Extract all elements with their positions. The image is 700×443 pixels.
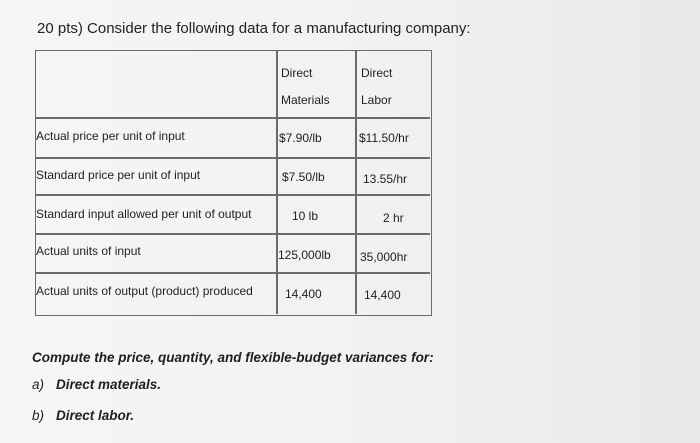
table-row-divider-1 xyxy=(36,157,430,159)
header-labor-line2: Labor xyxy=(361,93,392,107)
cell-labor-actual-units-input: 35,000hr xyxy=(360,250,408,264)
part-a xyxy=(32,377,161,392)
row-label-standard-price: Standard price per unit of input xyxy=(36,168,201,182)
cell-materials-standard-price: $7.50/lb xyxy=(282,170,325,184)
question-text: Compute the price, quantity, and flexible-budget variances for: xyxy=(32,350,434,365)
cell-materials-actual-price: $7.90/lb xyxy=(279,131,322,145)
header-materials-line1: Direct xyxy=(281,66,313,80)
cell-labor-standard-price: 13.55/hr xyxy=(363,172,408,186)
table-row-divider-header xyxy=(36,117,430,119)
cell-labor-actual-units-output: 14,400 xyxy=(364,288,401,302)
part-a-text: Direct materials. xyxy=(56,377,162,392)
header-labor-line1: Direct xyxy=(361,66,393,80)
problem-heading: 20 pts) Consider the following data for a manufacturing company: xyxy=(37,20,471,37)
table-row-divider-4 xyxy=(36,272,430,274)
part-a-label: a) xyxy=(32,377,45,392)
table-row-divider-3 xyxy=(36,233,430,235)
row-label-actual-units-input: Actual units of input xyxy=(36,244,141,258)
part-b-label: b) xyxy=(32,408,45,423)
table-column-divider-1 xyxy=(276,51,278,314)
row-label-actual-units-output: Actual units of output (product) produced xyxy=(36,284,253,298)
row-label-actual-price: Actual price per unit of input xyxy=(36,129,185,143)
cell-labor-actual-price: $11.50/hr xyxy=(359,131,409,145)
part-b-text: Direct labor. xyxy=(56,408,135,423)
cell-materials-actual-units-output: 14,400 xyxy=(285,287,322,301)
data-table xyxy=(35,50,432,316)
row-label-standard-input-allowed: Standard input allowed per unit of output xyxy=(36,207,252,221)
cell-labor-standard-input: 2 hr xyxy=(383,211,404,225)
cell-materials-standard-input: 10 lb xyxy=(292,209,319,223)
header-materials-line2: Materials xyxy=(281,93,330,107)
table-column-divider-2 xyxy=(355,51,357,314)
part-b xyxy=(32,408,134,423)
cell-materials-actual-units-input: 125,000lb xyxy=(278,248,331,262)
table-row-divider-2 xyxy=(36,194,430,196)
